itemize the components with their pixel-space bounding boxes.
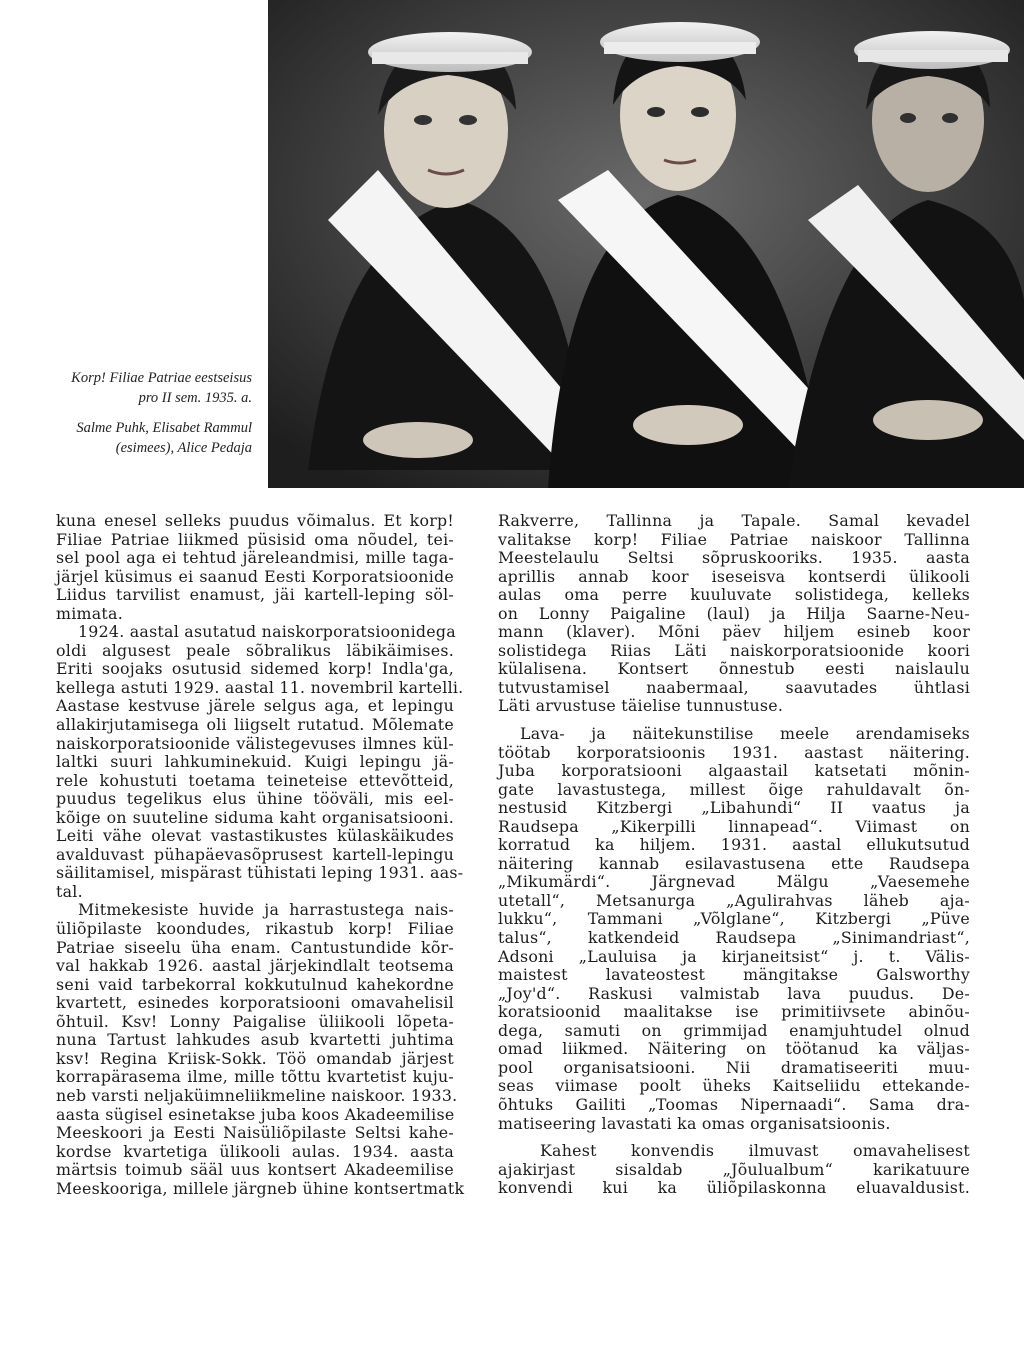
text-line: utetall“, Metsanurga „Agulirahvas läheb aja- <box>498 890 970 910</box>
text-line: Aastase kestvuse järele selgus aga, et lepingu <box>56 696 454 716</box>
text-line: tutvustamisel naabermaal, saavutades ühtlasi <box>498 677 970 697</box>
text-column-right <box>498 512 970 1198</box>
text-line: koratsioonid maalitakse ise primitiivsete abinõu- <box>498 1002 970 1022</box>
text-line: üliõpilaste koondudes, rikastub korp! Filiae <box>56 919 454 939</box>
text-line: pool organisatsiooni. Nii dramatiseeriti muu- <box>498 1057 970 1077</box>
text-line: 1924. aastal asutatud naiskorporatsioonidega <box>78 622 456 642</box>
text-line: kordse kvartetiga ülikooli aulas. 1934. aasta <box>56 1141 454 1161</box>
text-line: „Joy'd“. Raskusi valmistab lava puudus. De- <box>498 983 970 1003</box>
text-line: õhtuil. Ksv! Lonny Paigalise üliikooli lõpeta- <box>56 1011 454 1031</box>
text-line: seni vaid tarbekorral kokkutulnud kahekordne <box>56 974 454 994</box>
text-line: korrapärasema ilme, mille tõttu kvartetist kuju- <box>56 1067 454 1087</box>
text-line: järjel küsimus ei saanud Eesti Korporatsioonide <box>56 566 454 586</box>
text-line: matiseering lavastati ka omas organisatsioonis. <box>498 1113 891 1133</box>
text-line: säilitamisel, mispärast tühistati leping 1931. aas- <box>56 863 464 883</box>
text-line: kõige on suuteline siduma kaht organisatsiooni. <box>56 807 454 827</box>
text-line: Raudsepa „Kikerpilli linnapead“. Viimast on <box>498 816 970 836</box>
text-line: tal. <box>56 881 83 901</box>
text-line: ksv! Regina Kriisk-Sokk. Töö omandab järjest <box>56 1048 454 1068</box>
text-line: näitering kannab esilavastusena ette Raudsepa <box>498 853 970 873</box>
text-line: avalduvast pühapäevasõprusest kartell-lepingu <box>56 844 454 864</box>
text-line: omad liikmed. Näitering on töötanud ka väljas- <box>498 1039 970 1059</box>
text-line: konvendi kui ka üliõpilaskonna eluavaldusist. <box>498 1178 970 1198</box>
text-column-left <box>56 511 465 1198</box>
text-line: Meeskooriga, millele järgneb ühine kontsertmatk <box>56 1178 465 1198</box>
caption-line: pro II sem. 1935. a. <box>138 390 252 406</box>
text-line: kellega astuti 1929. aastal 11. novembril kartelli. <box>56 677 464 697</box>
text-line: kuna enesel selleks puudus võimalus. Et korp! <box>56 511 454 530</box>
text-line: puudus tegelikus elus ühine tööväli, mis eel- <box>56 789 454 809</box>
text-line: Patriae siseelu üha enam. Cantustundide kõr- <box>56 937 454 957</box>
text-line: kvartett, esinedes korporatsiooni omavahelisil <box>56 993 454 1013</box>
text-line: Liidus tarvilist enamust, jäi kartell-leping söl- <box>56 585 454 605</box>
text-line: mann (klaver). Mõni päev hiljem esineb koor <box>498 622 970 642</box>
text-line: val hakkab 1926. aastal järjekindlalt teotsema <box>56 956 454 976</box>
text-line: dega, samuti on grimmijad enamjuhtudel olnud <box>498 1020 970 1040</box>
text-line: Filiae Patriae liikmed püsisid oma nõudel, tei- <box>56 529 454 549</box>
text-line: Läti arvustuse täielise tunnustuse. <box>498 696 784 716</box>
text-line: „Mikumärdi“. Järgnevad Mälgu „Vaesemehe <box>498 872 970 892</box>
text-line: korratud ka hiljem. 1931. aastal ellukutsutud <box>498 835 970 855</box>
text-line: Juba korporatsiooni algaastail katsetati mõnin- <box>498 761 970 781</box>
text-line: töötab korporatsioonis 1931. aastast näitering. <box>498 742 970 762</box>
text-line: ajakirjast sisaldab „Jõulualbum“ karikatuure <box>498 1159 970 1179</box>
text-line: valitakse korp! Filiae Patriae naiskoor Tallinna <box>498 529 970 549</box>
text-line: õhtuks Gailiti „Toomas Nipernaadi“. Sama dra- <box>498 1094 970 1114</box>
text-line: külalisena. Kontsert õnnestub eesti naislaulu <box>498 659 970 679</box>
text-line: Adsoni „Lauluisa ja kirjaneitsist“ j. t. Välis- <box>498 946 970 966</box>
text-line: märtsis toimub sääl uus kontsert Akadeemilise <box>56 1160 454 1180</box>
text-line: aasta sügisel esinetakse juba koos Akadeemilise <box>56 1104 455 1124</box>
caption-names-line: Salme Puhk, Elisabet Rammul <box>76 420 252 436</box>
text-line: mimata. <box>56 603 123 623</box>
text-line: aprillis annab koor iseseisva kontserdi ülikooli <box>498 566 970 586</box>
text-line: Meestelaulu Seltsi sõpruskooriks. 1935. aasta <box>498 548 970 568</box>
text-line: on Lonny Paigaline (laul) ja Hilja Saarne-Neu- <box>498 603 970 623</box>
text-line: Leiti vähe olevat vastastikustes külaskäikudes <box>56 826 454 846</box>
text-line: oldi algusest peale sõbralikus läbikäimises. <box>56 640 454 660</box>
text-line: rele kohustuti toetama teineteise ettevõtteid, <box>56 770 454 790</box>
text-line: gate lavastustega, millest õige rahuldavalt õn- <box>498 779 970 799</box>
text-line: Kahest konvendis ilmuvast omavahelisest <box>540 1141 970 1161</box>
text-line: laltki suuri lahkuminekuid. Kuigi lepingu jä- <box>56 752 454 772</box>
text-line: Lava- ja näitekunstilise meele arendamiseks <box>520 724 970 744</box>
text-line: Rakverre, Tallinna ja Tapale. Samal kevadel <box>498 511 970 530</box>
text-line: solistidega Riias Läti naiskorporatsioonide koori <box>498 640 970 660</box>
group-photo <box>268 0 1024 488</box>
text-line: nestusid Kitzbergi „Libahundi“ II vaatus ja <box>498 798 970 818</box>
text-line: neb varsti neljaküimneliikmeline naiskoor. 1933. <box>56 1085 458 1105</box>
text-line: naiskorporatsioonide välistegevuses ilmnes kül- <box>56 733 454 753</box>
caption-line: Korp! Filiae Patriae eestseisus <box>71 370 252 386</box>
text-line: Mitmekesiste huvide ja harrastustega nais- <box>78 900 454 920</box>
text-line: aulas oma perre kuuluvate solistidega, kelleks <box>498 585 970 605</box>
text-line: Meeskoori ja Eesti Naisüliõpilaste Seltsi kahe- <box>56 1123 454 1143</box>
text-line: maistest lavateostest mängitakse Galsworthy <box>498 965 970 985</box>
photo-caption <box>30 368 252 458</box>
text-line: seas viimase poolt üheks Kaitseliidu ettekande- <box>498 1076 970 1096</box>
text-line: talus“, katkendeid Raudsepa „Sinimandriast“, <box>498 928 970 948</box>
text-line: nuna Tartust lahkudes asub kvartetti juhtima <box>56 1030 454 1050</box>
caption-names-line: (esimees), Alice Pedaja <box>115 440 252 456</box>
text-line: allakirjutamisega oli liigselt rutatud. Mõlemate <box>56 715 454 735</box>
text-line: sel pool aga ei tehtud järeleandmisi, mille taga- <box>56 548 454 568</box>
photo-image <box>268 0 1024 488</box>
text-line: lukku“, Tammani „Võlglane“, Kitzbergi „Püve <box>498 909 970 929</box>
text-line: Eriti soojaks osutusid sidemed korp! Indla'ga, <box>56 659 454 679</box>
